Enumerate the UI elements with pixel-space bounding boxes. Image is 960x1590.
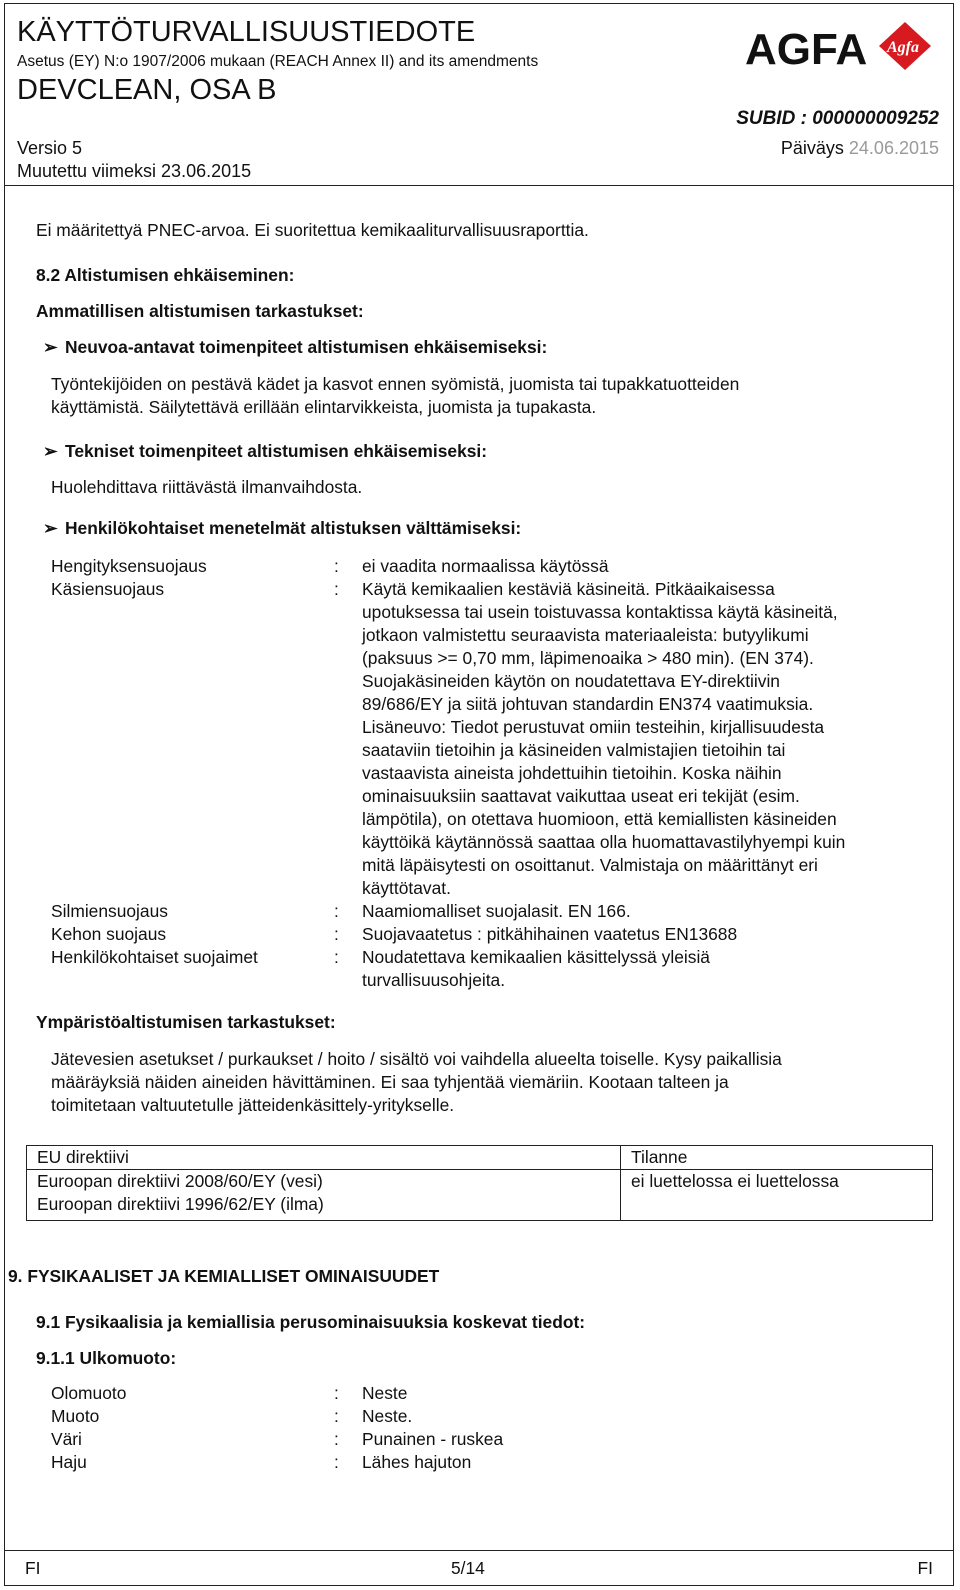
occupational-heading: Ammatillisen altistumisen tarkastukset:	[36, 301, 364, 321]
page-number: 5/14	[451, 1558, 485, 1578]
footer-divider	[5, 1550, 953, 1551]
page-frame	[4, 3, 954, 1586]
footer-language-right: FI	[917, 1558, 933, 1578]
arrow-bullet-icon: ➢	[43, 518, 58, 538]
last-modified: Muutettu viimeksi 23.06.2015	[17, 161, 252, 181]
environmental-text: Jätevesien asetukset / purkaukset / hoito / sisältö voi vaihdella alueelta toiselle. Kysy paikallisia määräyksiä näiden aineiden hävittäminen. Ei saa tyhjentää viemäriin. Kootaan talteen ja toimitetaan valtuutetulle jätteidenkäsittely-yritykselle.	[51, 1049, 782, 1115]
appearance-row: Muoto : Neste.	[51, 1406, 413, 1426]
technical-text: Huolehdittava riittävästä ilmanvaihdosta.	[51, 477, 363, 497]
document-title: KÄYTTÖTURVALLISUUSTIEDOTE	[17, 16, 476, 48]
footer-language-left: FI	[25, 1558, 41, 1578]
date-value: 24.06.2015	[848, 138, 939, 158]
eu-directive-table	[26, 1145, 933, 1221]
table-header-cell: Tilanne	[621, 1146, 933, 1170]
version: Versio 5	[17, 138, 83, 158]
advisory-text: Työntekijöiden on pestävä kädet ja kasvot ennen syömistä, juomista tai tupakkatuotteiden käyttämistä. Säilytettävä erillään elintarvikkeista, juomista ja tupakasta.	[51, 374, 740, 417]
ppe-list	[51, 555, 931, 992]
environmental-heading: Ympäristöaltistumisen tarkastukset:	[36, 1012, 336, 1032]
date-label: Päiväys	[780, 138, 844, 158]
appearance-row: Väri : Punainen - ruskea	[51, 1429, 504, 1449]
header-divider	[5, 185, 953, 186]
appearance-row: Olomuoto : Neste	[51, 1383, 408, 1403]
subid: SUBID : 000000009252	[736, 108, 939, 129]
svg-text:Agfa: Agfa	[887, 39, 919, 56]
pnec-note: Ei määritettyä PNEC-arvoa. Ei suoritettua kemikaaliturvallisuusraporttia.	[36, 220, 589, 240]
regulation-line: Asetus (EY) N:o 1907/2006 mukaan (REACH Annex II) and its amendments	[17, 53, 539, 70]
product-name: DEVCLEAN, OSA B	[17, 74, 277, 106]
table-header-row	[27, 1146, 933, 1170]
table-row	[27, 1170, 933, 1221]
ppe-row: Hengityksensuojaus : ei vaadita normaalissa käytössä	[51, 556, 609, 576]
arrow-bullet-icon: ➢	[43, 337, 58, 357]
appearance-list	[51, 1382, 931, 1474]
issue-date	[781, 138, 939, 159]
ppe-row: Henkilökohtaiset suojaimet : Noudatettava kemikaalien käsittelyssä yleisiä turvallisuusohjeita.	[51, 947, 710, 990]
appearance-row: Haju : Lähes hajuton	[51, 1452, 472, 1472]
table-header-cell: EU direktiivi	[27, 1146, 621, 1170]
svg-text:AGFA: AGFA	[745, 25, 868, 74]
advisory-heading: ➢ Neuvoa-antavat toimenpiteet altistumisen ehkäisemiseksi:	[43, 337, 548, 357]
arrow-bullet-icon: ➢	[43, 441, 58, 461]
section-9-1-heading: 9.1 Fysikaalisia ja kemiallisia perusominaisuuksia koskevat tiedot:	[36, 1312, 586, 1332]
personal-heading: ➢ Henkilökohtaiset menetelmät altistuksen välttämiseksi:	[43, 518, 522, 538]
table-cell: Euroopan direktiivi 2008/60/EY (vesi) Euroopan direktiivi 1996/62/EY (ilma)	[27, 1170, 621, 1221]
ppe-row: Silmiensuojaus : Naamiomalliset suojalasit. EN 166.	[51, 901, 631, 921]
section-8-2-heading: 8.2 Altistumisen ehkäiseminen:	[36, 265, 295, 285]
technical-heading: ➢ Tekniset toimenpiteet altistumisen ehkäisemiseksi:	[43, 441, 488, 461]
ppe-row: Käsiensuojaus : Käytä kemikaalien kestäviä käsineitä. Pitkäaikaisessa upotuksessa tai usein toistuvassa kontaktissa käytä käsineitä, jotkaon valmistettu seuraavista materiaaleista: butyylikumi (paksuus >= 0,70 mm, läpimenoaika > 480 min). (EN 374). Suojakäsineiden käytön on noudatettava EY-direktiivin 89/686/EY ja siitä johtuvan standardin EN374 vaatimuksia. Lisäneuvo: Tiedot perustuvat omiin testeihin, kirjallisuudesta saataviin tietoihin ja käsineiden valmistajien tietoihin tai vastaavista aineista johdettuihin tietoihin. Koska näihin ominaisuuksiin saattavat vaikuttaa useat eri tekijät (esim. lämpötila), on otettava huomioon, että kemiallisten käsineiden käyttöikä käytännössä saattaa olla huomattavastilyhyempi kuin mitä läpäisytesti on osoittanut. Valmistaja on määrittänyt eri käyttötavat.	[51, 579, 846, 898]
agfa-logo	[745, 22, 950, 74]
ppe-row: Kehon suojaus : Suojavaatetus : pitkähihainen vaatetus EN13688	[51, 924, 738, 944]
section-9-heading: 9. FYSIKAALISET JA KEMIALLISET OMINAISUUDET	[8, 1266, 440, 1286]
section-9-1-1-heading: 9.1.1 Ulkomuoto:	[36, 1348, 177, 1368]
table-cell: ei luettelossa ei luettelossa	[621, 1170, 933, 1221]
